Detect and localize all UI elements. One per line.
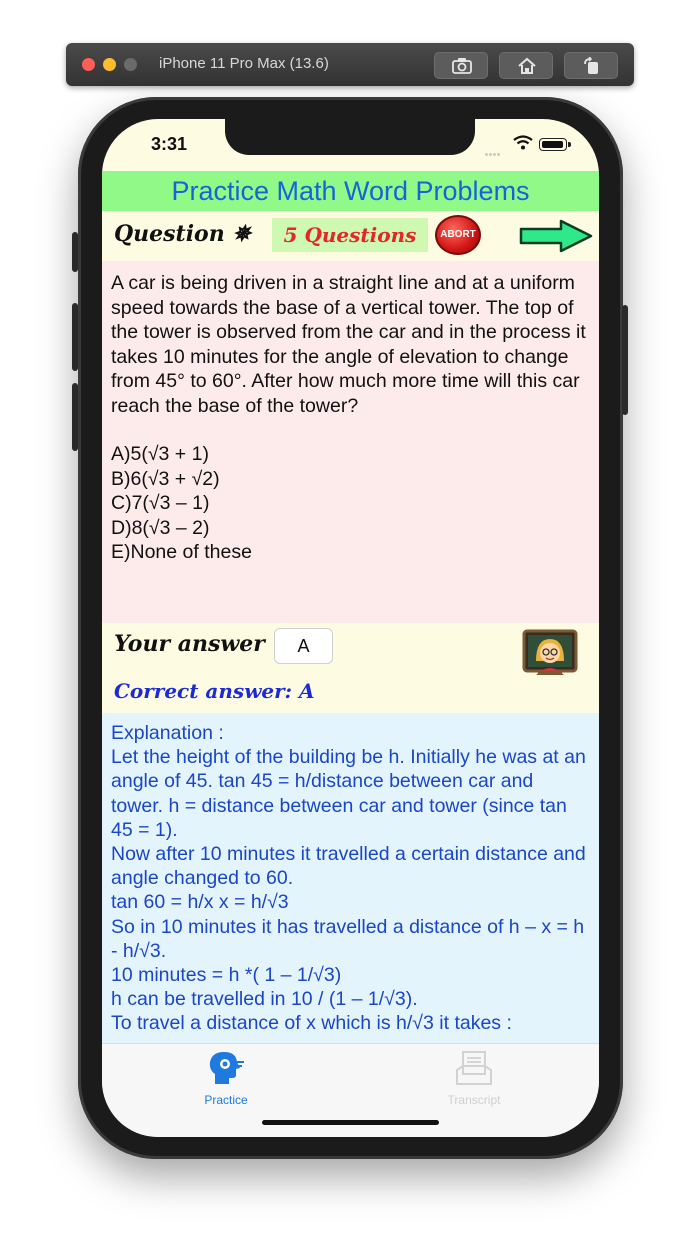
screenshot-icon [451,57,473,75]
option-c: C)7(√3 – 1) [111,492,210,514]
your-answer-label: Your answer [114,631,265,657]
options-list [111,442,590,565]
next-arrow-icon[interactable] [519,219,593,253]
tab-practice-label: Practice [204,1093,248,1107]
correct-answer-label: Correct answer: A [114,679,315,703]
option-b: B)6(√3 + √2) [111,467,220,490]
option-d: D)8(√3 – 2) [111,516,210,539]
explanation-panel[interactable]: Explanation : Let the height of the building be h. Initially he was at an angle of 45. tan 45 = h/distance between car and tower. h = distance between car and tower (since tan 45 = 1). Now after 10 minutes it travelled a certain distance and angle changed to 60. tan 60 = h/x x = h/√3 So in 10 minutes it has travelled a distance of h – x = h - h/√3. 10 minutes = h *( 1 – 1/√3) h can be travelled in 10 / (1 – 1/√3). To travel a distance of x which is h/√3 it takes : [102,713,599,1043]
wifi-icon [513,135,533,150]
rotate-button[interactable] [564,52,618,79]
home-indicator[interactable] [262,1120,439,1125]
home-button[interactable] [499,52,553,79]
rotate-icon [581,57,603,75]
battery-icon [539,138,567,151]
question-label: Question ✵ [114,221,251,247]
phone-screen [102,119,599,1137]
close-window-button[interactable] [82,58,95,71]
question-panel [102,261,599,623]
question-text: A car is being driven in a straight line and at a uniform speed towards the base of a vertical tower. The top of the tower is observed from the car and in the process it takes 10 minutes for the angle of elevation to change from 45° to 60°. After how much more time will this car reach the base of the tower? [111,272,586,417]
option-a: A)5(√3 + 1) [111,443,209,465]
transcript-icon [453,1050,495,1086]
volume-down-button [72,383,78,451]
minimize-window-button[interactable] [103,58,116,71]
zoom-window-button[interactable] [124,58,137,71]
mute-switch [72,232,78,272]
volume-up-button [72,303,78,371]
tab-practice[interactable] [166,1050,286,1107]
abort-button[interactable]: ABORT [435,215,481,255]
practice-head-icon [205,1050,247,1086]
status-time: 3:31 [151,134,188,154]
app-title: Practice Math Word Problems [102,171,599,211]
teacher-icon[interactable] [522,627,578,677]
screenshot-button[interactable] [434,52,488,79]
signal-icon [485,143,501,161]
home-icon [516,57,538,75]
answer-section [102,623,599,713]
tab-bar [102,1043,599,1137]
question-header [102,211,599,261]
tab-transcript[interactable] [414,1050,534,1107]
tab-transcript-label: Transcript [447,1093,501,1107]
notch [225,119,475,155]
power-button [622,305,628,415]
your-answer-field[interactable]: A [274,628,333,664]
simulator-title: iPhone 11 Pro Max (13.6) [159,55,329,72]
option-e: E)None of these [111,541,252,563]
question-count-badge: 5 Questions [272,218,428,252]
simulator-toolbar [66,43,634,86]
